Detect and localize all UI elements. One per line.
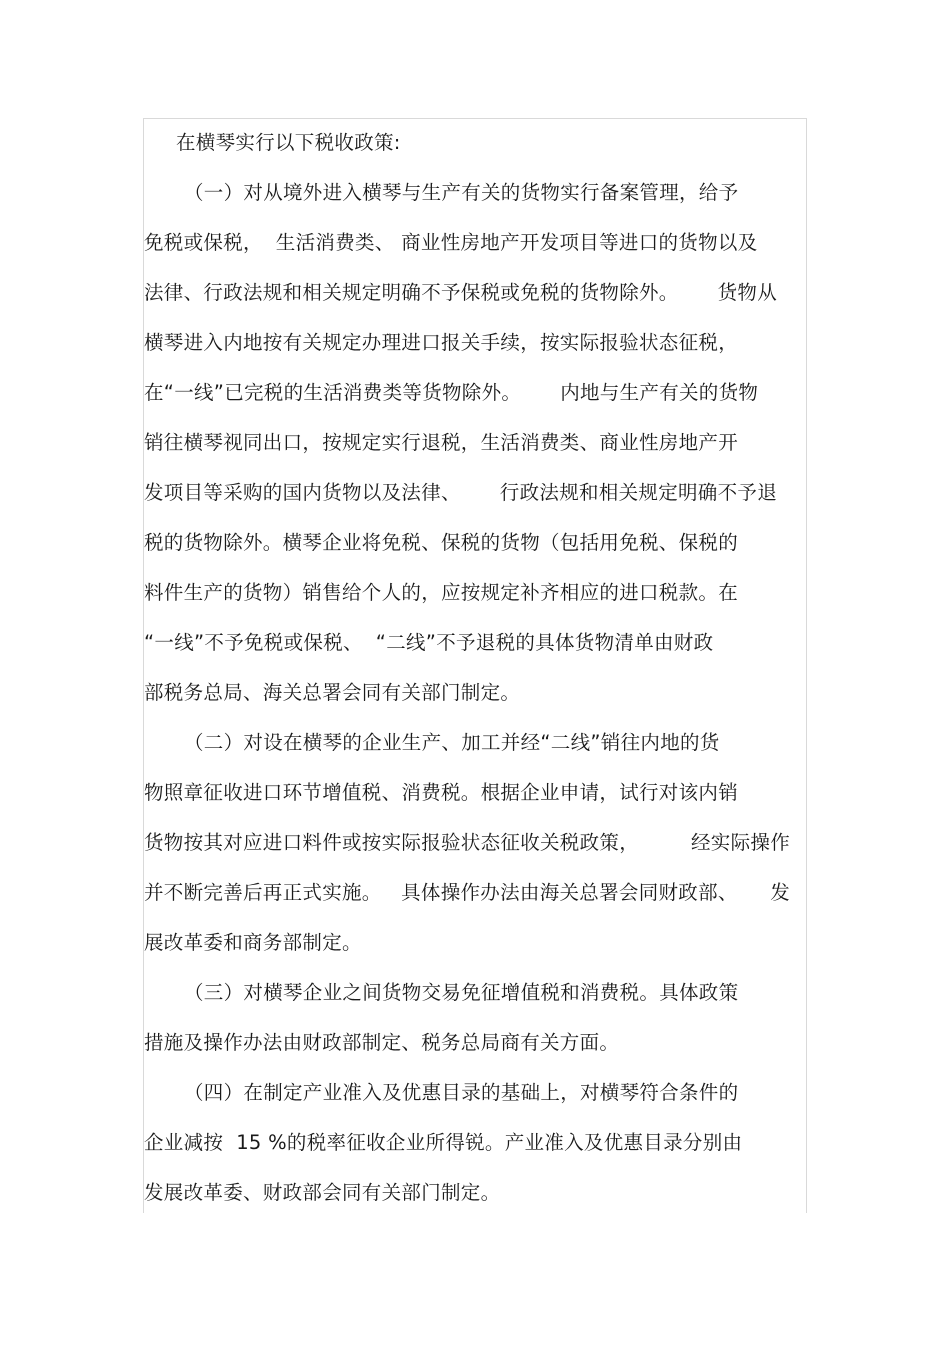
text-line: 措施及操作办法由财政部制定、税务总局商有关方面。 <box>144 1031 620 1054</box>
section-1-heading: （一）对从境外进入横琴与生产有关的货物实行备案管理，给予 <box>184 181 739 204</box>
text-line: 物照章征收进口环节增值税、消费税。根据企业申请，试行对该内销 <box>144 781 739 804</box>
section-2-heading: （二）对设在横琴的企业生产、加工并经“二线”销往内地的货 <box>184 731 720 754</box>
section-4-heading: （四）在制定产业准入及优惠目录的基础上，对横琴符合条件的 <box>184 1081 739 1104</box>
text-line: 展改革委和商务部制定。 <box>144 931 362 954</box>
text-line: “一线”不予免税或保税、 “二线”不予退税的具体货物清单由财政 <box>144 631 714 654</box>
text-line: 法律、行政法规和相关规定明确不予保税或免税的货物除外。 货物从 <box>144 281 777 304</box>
text-line: 发展改革委、财政部会同有关部门制定。 <box>144 1181 501 1204</box>
text-line: 横琴进入内地按有关规定办理进口报关手续，按实际报验状态征税， <box>144 331 739 354</box>
text-line: 税的货物除外。横琴企业将免税、保税的货物（包括用免税、保税的 <box>144 531 739 554</box>
text-line: 并不断完善后再正式实施。 具体操作办法由海关总署会同财政部、 发 <box>144 881 790 904</box>
text-line: 销往横琴视同出口，按规定实行退税，生活消费类、商业性房地产开 <box>144 431 739 454</box>
text-line: 货物按其对应进口料件或按实际报验状态征收关税政策， 经实际操作 <box>144 831 790 854</box>
text-line: 料件生产的货物）销售给个人的，应按规定补齐相应的进口税款。在 <box>144 581 739 604</box>
text-line: 部税务总局、海关总署会同有关部门制定。 <box>144 681 521 704</box>
section-3-heading: （三）对横琴企业之间货物交易免征增值税和消费税。具体政策 <box>184 981 739 1004</box>
text-line: 发项目等采购的国内货物以及法律、 行政法规和相关规定明确不予退 <box>144 481 777 504</box>
intro-line: 在横琴实行以下税收政策: <box>176 131 401 154</box>
text-line: 企业减按 15 %的税率征收企业所得锐。产业准入及优惠目录分别由 <box>144 1131 743 1154</box>
text-line: 在“一线”已完税的生活消费类等货物除外。 内地与生产有关的货物 <box>144 381 759 404</box>
text-line: 免税或保税， 生活消费类、 商业性房地产开发项目等进口的货物以及 <box>144 231 758 254</box>
